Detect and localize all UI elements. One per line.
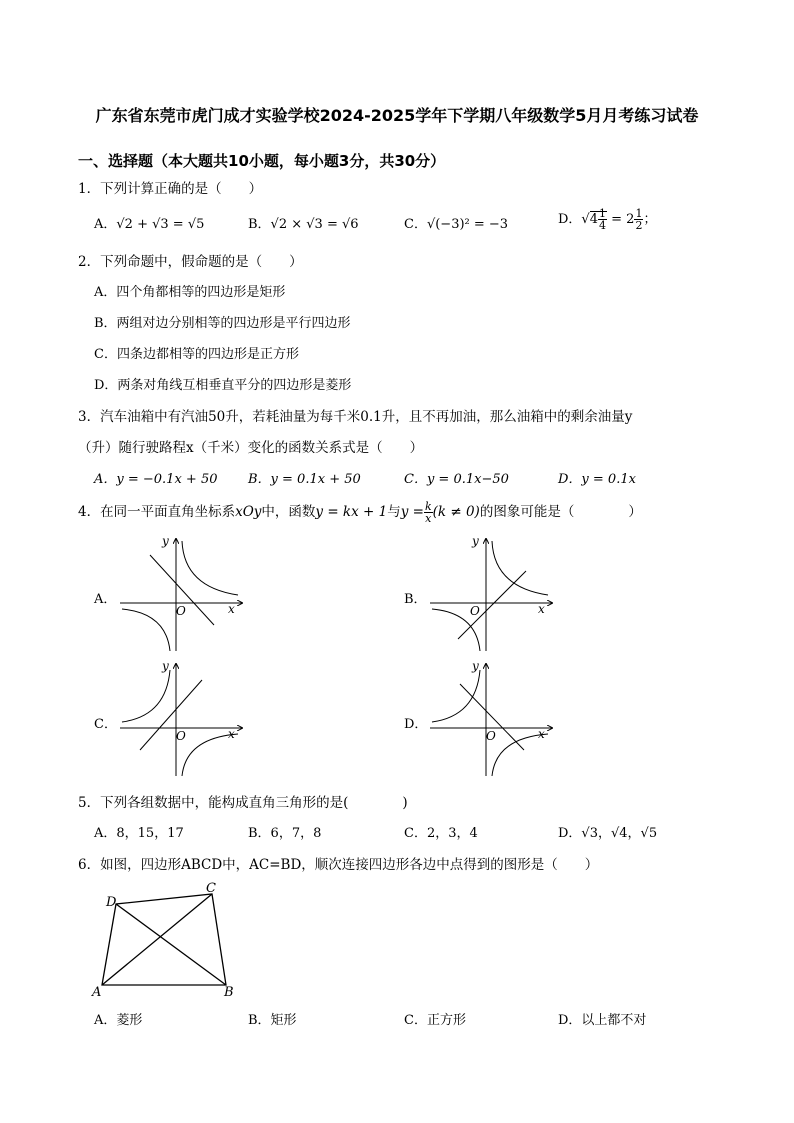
question-3-stem-line2: （升）随行驶路程x（千米）变化的函数关系式是（ ） [78,440,424,456]
q5-option-b[interactable]: B．6，7，8 [248,826,322,841]
q3-option-c[interactable]: C．y = 0.1x−50 [404,472,509,487]
q5-option-c[interactable]: C．2，3，4 [404,826,478,841]
q4-option-a-label[interactable]: A． [94,592,117,607]
q4-graph-c[interactable] [118,660,248,778]
q4-graph-d[interactable] [428,660,558,778]
q2-option-b[interactable]: B．两组对边分别相等的四边形是平行四边形 [94,316,351,331]
svg-text:x: x [228,727,235,741]
question-3-stem-line1: 3．汽车油箱中有汽油50升，若耗油量为每千米0.1升，且不再加油，那么油箱中的剩余油量y [78,409,633,425]
question-2-stem: 2．下列命题中，假命题的是（ ） [78,254,303,270]
q4-option-b-label[interactable]: B． [404,592,427,607]
q3-option-a[interactable]: A．y = −0.1x + 50 [94,472,218,487]
q1-option-a[interactable]: A．√2 + √3 = √5 [94,217,205,232]
q6-option-b[interactable]: B．矩形 [248,1013,297,1028]
q4-graph-b[interactable] [428,535,558,653]
q5-option-d[interactable]: D．√3，√4，√5 [558,826,658,841]
q2-option-a[interactable]: A．四个角都相等的四边形是矩形 [94,285,286,300]
page-title: 广东省东莞市虎门成才实验学校2024-2025学年下学期八年级数学5月月考练习试卷 [95,106,699,125]
q6-option-a[interactable]: A．菱形 [94,1013,143,1028]
svg-text:x: x [538,602,545,616]
svg-text:y: y [162,660,169,673]
svg-text:D: D [106,895,117,910]
question-5-stem: 5．下列各组数据中，能构成直角三角形的是( ) [78,795,408,811]
svg-text:y: y [472,660,479,673]
q4-graph-a[interactable] [118,535,248,653]
q3-option-d[interactable]: D．y = 0.1x [558,472,636,487]
q1-option-d[interactable]: D．√4 $\frac{1}{4}$ = 2 $\frac{1}{2}$ ； [558,207,657,232]
q3-option-b[interactable]: B．y = 0.1x + 50 [248,472,361,487]
svg-text:A: A [92,985,102,1000]
q6-option-c[interactable]: C．正方形 [404,1013,466,1028]
svg-text:C: C [206,881,216,896]
q2-option-d[interactable]: D．两条对角线互相垂直平分的四边形是菱形 [94,378,352,393]
section-heading: 一、选择题（本大题共10小题，每小题3分，共30分） [78,152,446,170]
q4-option-d-label[interactable]: D． [404,717,428,732]
question-6-stem: 6．如图，四边形ABCD中，AC=BD，顺次连接四边形各边中点得到的图形是（ ） [78,857,599,873]
svg-text:x: x [228,602,235,616]
question-1-stem: 1．下列计算正确的是（ ） [78,181,263,197]
q4-option-c-label[interactable]: C． [94,717,117,732]
q1-option-b[interactable]: B．√2 × √3 = √6 [248,217,359,232]
svg-text:O: O [176,604,186,618]
question-4-stem: 4．在同一平面直角坐标系xOy中，函数y = kx + 1与y = $\frac{k}{x}$ (k ≠ 0)的图象可能是（ ） [78,500,642,525]
svg-text:x: x [538,727,545,741]
q6-quadrilateral-figure [88,880,248,1000]
svg-text:O: O [486,729,496,743]
q6-option-d[interactable]: D．以上都不对 [558,1013,647,1028]
svg-text:O: O [176,729,186,743]
svg-text:B: B [224,985,234,1000]
svg-text:y: y [472,535,479,548]
q1-option-c[interactable]: C．√(−3)² = −3 [404,217,509,232]
svg-text:O: O [470,604,480,618]
q5-option-a[interactable]: A．8，15，17 [94,826,184,841]
svg-text:y: y [162,535,169,548]
q2-option-c[interactable]: C．四条边都相等的四边形是正方形 [94,347,299,362]
